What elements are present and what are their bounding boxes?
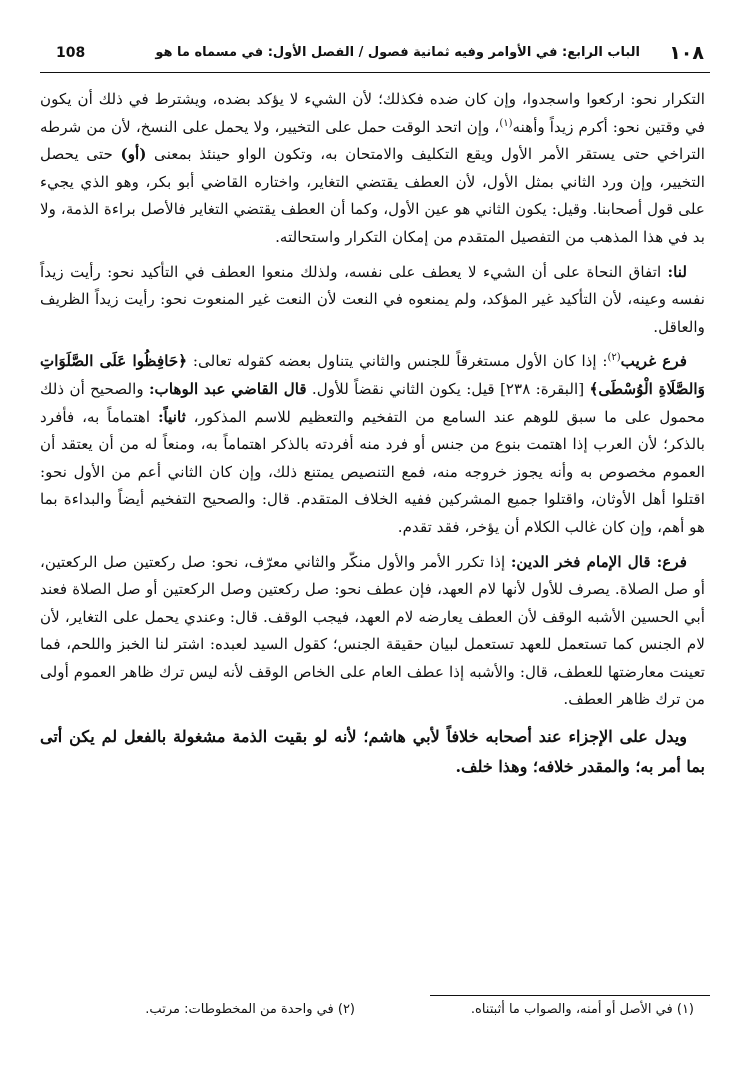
paragraph-3 <box>40 348 705 541</box>
paragraph-1 <box>40 86 705 252</box>
paragraph-2 <box>40 259 705 342</box>
chapter-title: الباب الرابع: في الأوامر وفيه ثمانية فصول / الفصل الأول: في مسماه ما هو <box>155 45 640 60</box>
page-number-latin: 108 <box>56 45 86 61</box>
text-segment: ويدل على الإجزاء عند أصحابه خلافاً لأبي هاشم؛ لأنه لو بقيت الذمة مشغولة بالفعل لم يكن أتى بما أمر به؛ والمقدر خلافه؛ وهذا خلف. <box>40 727 705 777</box>
text-segment: اهتماماً به، فأفرد بالذكر؛ لأن العرب إذا اهتمت بنوع من جنس أو فرد منه أفردته بالذكر اهتماماً به، ومنعاً له من أن يعتقد أن العموم مخصوص به وأنه يجوز خروجه منه، فمع التنصيص يمتنع ذلك، وإن كان الثاني أعم من الأول نحو: اقتلوا أهل الأوثان، واقتلوا جميع المشركين ففيه الخلاف المتقدم. قال: والصحيح التفخيم أيضاً والبداءة بما هو أهم، وإن كان غالب الكلام أن يؤخر، فقد تقدم. <box>40 407 706 536</box>
footnotes <box>40 1002 700 1028</box>
footnote-2: (٢) في واحدة من المخطوطات: مرتب. <box>145 1002 355 1017</box>
paragraph-lead: فرع غريب <box>620 352 688 371</box>
running-header <box>40 42 710 73</box>
text-segment: ، وإن اتحد الوقت حمل على التخيير، ولا يحمل على النسخ، لأن من شرطه التراخي حتى يستقر الأمر الأول ويقع التكليف والامتحان به، وتكون الواو حينئذ بمعنى <box>40 117 705 164</box>
text-segment: : إذا كان الأول مستغرقاً للجنس والثاني يتناول بعضه كقوله تعالى: <box>187 352 608 371</box>
text-segment: قيل: يكون الثاني نقضاً للأول. <box>306 379 495 398</box>
paragraph-lead: فرع: قال الإمام فخر الدين: <box>510 552 687 571</box>
text-segment: إذا تكرر الأمر والأول منكّر والثاني معرّف، نحو: صل ركعتين صل الركعتين، أو صل الصلاة. يصرف للأول لأنها لام العهد، فإن عطف نحو: صل ركعتين وصل الركعتين أو صل الصلاة فعند أبي الحسين الأشبه الوقف لأن العطف يعارضه لام العهد، فيجب الوقف. قال: وعندي يحمل على التغاير، لأن لام الجنس كما تستعمل للعهد تستعمل لبيان حقيقة الجنس؛ كقول السيد لعبده: اشتر لنا الخبز واللحم، فما تعينت معارضتها للعطف، قال: والأشبه إذا عطف العام على الخاص الوقف لأنه ليس ترك ظاهر العموم أولى من ترك ظاهر العطف. <box>40 552 705 709</box>
paragraph-lead: لنا: <box>667 262 687 281</box>
footnote-ref-1[interactable]: (١) <box>499 117 513 129</box>
paragraph-4 <box>40 549 705 715</box>
text-segment: اتفاق النحاة على أن الشيء لا يعطف على نفسه، ولذلك منعوا العطف في التأكيد نحو: رأيت زيداً نفسه وعينه، لأن التأكيد غير المؤكد، ولم يمنعوه في النعت لأن النعت غير المنعوت نحو: رأيت زيداً الظريف والعاقل. <box>40 262 705 336</box>
text-segment: التكرار نحو: اركعوا واسجدوا، وإن كان ضده فكذلك؛ لأن الشيء لا يؤكد بضده، ويشترط في ذلك أن يكون في وقتين نحو: أكرم زيداً وأهنه <box>40 90 705 136</box>
text-segment: والصحيح أن ذلك محمول على ما سبق للوهم عند السامع من التفخيم والتعظيم للاسم المذكور، <box>40 379 705 426</box>
quran-verse: ﴿حَافِظُوا عَلَى الصَّلَوَاتِ وَالصَّلَاةِ الْوُسْطَى﴾ <box>40 352 705 398</box>
bold-term: (أو) <box>120 145 147 164</box>
footnote-divider <box>430 995 710 996</box>
text-segment: حتى يحصل التخيير، وإن ورد الثاني بمثل الأول، لأن العطف يقتضي التغاير، واختاره القاضي أبو بكر، وهو الذي يجيء على قول أصحابنا. وقيل: يكون الثاني هو عين الأول، وكما أن العطف يقتضي التغاير فالأصل براءة الذمة، ولا بد في هذا المذهب من التفصيل المتقدم من إمكان التكرار واستحالته. <box>40 145 705 246</box>
page-number-arabic: ١٠٨ <box>669 42 704 64</box>
footnote-1: (١) في الأصل أو أمنه، والصواب ما أثبتناه. <box>470 1002 694 1017</box>
verse-reference: [البقرة: ٢٣٨] <box>494 379 590 398</box>
paragraph-5 <box>40 722 705 782</box>
footnote-ref-2[interactable]: (٢) <box>607 352 621 364</box>
bold-term: قال القاضي عبد الوهاب: <box>148 379 307 398</box>
bold-term: ثانياً: <box>157 407 186 426</box>
main-text <box>40 86 705 789</box>
